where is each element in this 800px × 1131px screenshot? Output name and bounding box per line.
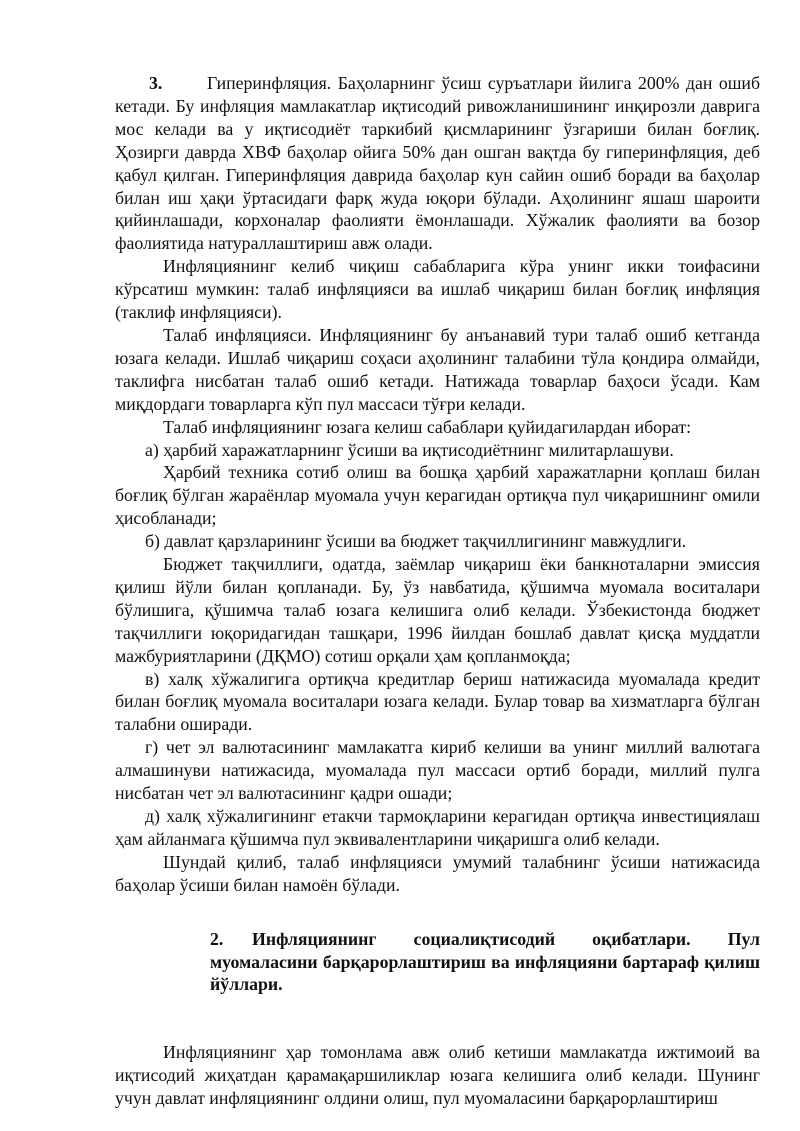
list-item-a: а) ҳарбий харажатларнинг ўсиши ва иқтисодиётнинг милитарлашуви. [145, 439, 674, 460]
paragraph-demand-reasons: Талаб инфляциянинг юзага келиш сабаблари қуйидагилардан иборат: [163, 416, 692, 437]
section-heading [210, 928, 760, 997]
paragraph-demand-inflation: Талаб инфляцияси. Инфляциянинг бу анъанавий тури талаб ошиб кетганда юзага келади. Ишлаб чиқариш соҳаси аҳолининг талабини тўла қондира олмайди, таклифга нисбатан талаб ошиб кетади. Натижада товарлар баҳоси ўсади. Кам миқдордаги товарларга кўп пул массаси тўғри келади. [115, 324, 760, 414]
heading-text: Инфляциянинг социалиқтисодий оқибатлари. Пул муомаласини барқарорлаштириш ва инфляцияни бартараф қилиш йўллари. [210, 928, 760, 995]
heading-number: 2. [210, 928, 224, 949]
item-number: 3. [149, 73, 163, 93]
paragraph-final: Инфляциянинг ҳар томонлама авж олиб кетиши мамлакатда ижтимоий ва иқтисодий жиҳатдан қарамақаршиликлар юзага келишига олиб келади. Шунинг учун давлат инфляциянинг олдини олиш, пул муомаласини барқарорлаштириш [115, 1042, 760, 1109]
paragraph-text: Гиперинфляция. Баҳоларнинг ўсиш суръатлари йилига 200% дан ошиб кетади. Бу инфляция мамлакатлар иқтисодий ривожланишининг инқирозли даврига мос келади ва у иқтисодиёт таркибий қисмларининг ўзгариши билан боғлиқ. Ҳозирги даврда ХВФ баҳолар ойига 50% дан ошган вақтда бу гиперинфляция, деб қабул қилган. Гиперинфляция даврида баҳолар кун сайин ошиб боради ва баҳолар билан иш ҳақи ўртасидаги фарқ жуда юқори бўлади. Аҳолининг яшаш шароити қийинлашади, корхоналар фаолияти ёмонлашади. Хўжалик фаолияти ва бозор фаолиятида натураллаштириш авж олади. [115, 73, 760, 254]
paragraph-budget: Бюджет тақчиллиги, одатда, заёмлар чиқариш ёки банкноталарни эмиссия қилиш йўли билан қопланади. Бу, ўз навбатида, қўшимча муомала воситалари бўлишига, қўшимча талаб юзага келишига олиб келади. Ўзбекистонда бюджет тақчиллиги юқоридагидан ташқари, 1996 йилдан бошлаб давлат қисқа муддатли мажбуриятларини (ДҚМО) сотиш орқали ҳам қопланмоқда; [115, 554, 760, 666]
paragraph-causes-intro: Инфляциянинг келиб чиқиш сабабларига кўра унинг икки тоифасини кўрсатиш мумкин: талаб инфляцияси ва ишлаб чиқариш билан боғлиқ инфляция (таклиф инфляцияси). [115, 256, 760, 323]
list-item-v: в) халқ хўжалигига ортиқча кредитлар бериш натижасида муомалада кредит билан боғлиқ муомала воситалари юзага келади. Булар товар ва хизматларга бўлган талабни оширади. [115, 668, 760, 735]
list-item-b: б) давлат қарзларининг ўсиши ва бюджет тақчиллигининг мавжудлиги. [145, 531, 687, 552]
paragraph-conclusion: Шундай қилиб, талаб инфляцияси умумий талабнинг ўсиши натижасида баҳолар ўсиши билан намоён бўлади. [115, 851, 760, 895]
paragraph-military: Ҳарбий техника сотиб олиш ва бошқа ҳарбий харажатларни қоплаш билан боғлиқ бўлган жараёнлар муомала учун керагидан ортиқча пул чиқаришнинг омили ҳисобланади; [115, 462, 760, 529]
paragraph-hyperinflation [115, 72, 760, 255]
list-item-g: г) чет эл валютасининг мамлакатга кириб келиши ва унинг миллий валютага алмашинуви натижасида, муомалада пул массаси ортиб боради, миллий пулга нисбатан чет эл валютасининг қадри ошади; [115, 737, 760, 804]
spacer [115, 996, 760, 1041]
list-item-d: д) халқ хўжалигининг етакчи тармоқларини керагидан ортиқча инвестициялаш ҳам айланмага қўшимча пул эквивалентларини чиқаришга олиб келади. [115, 806, 760, 849]
